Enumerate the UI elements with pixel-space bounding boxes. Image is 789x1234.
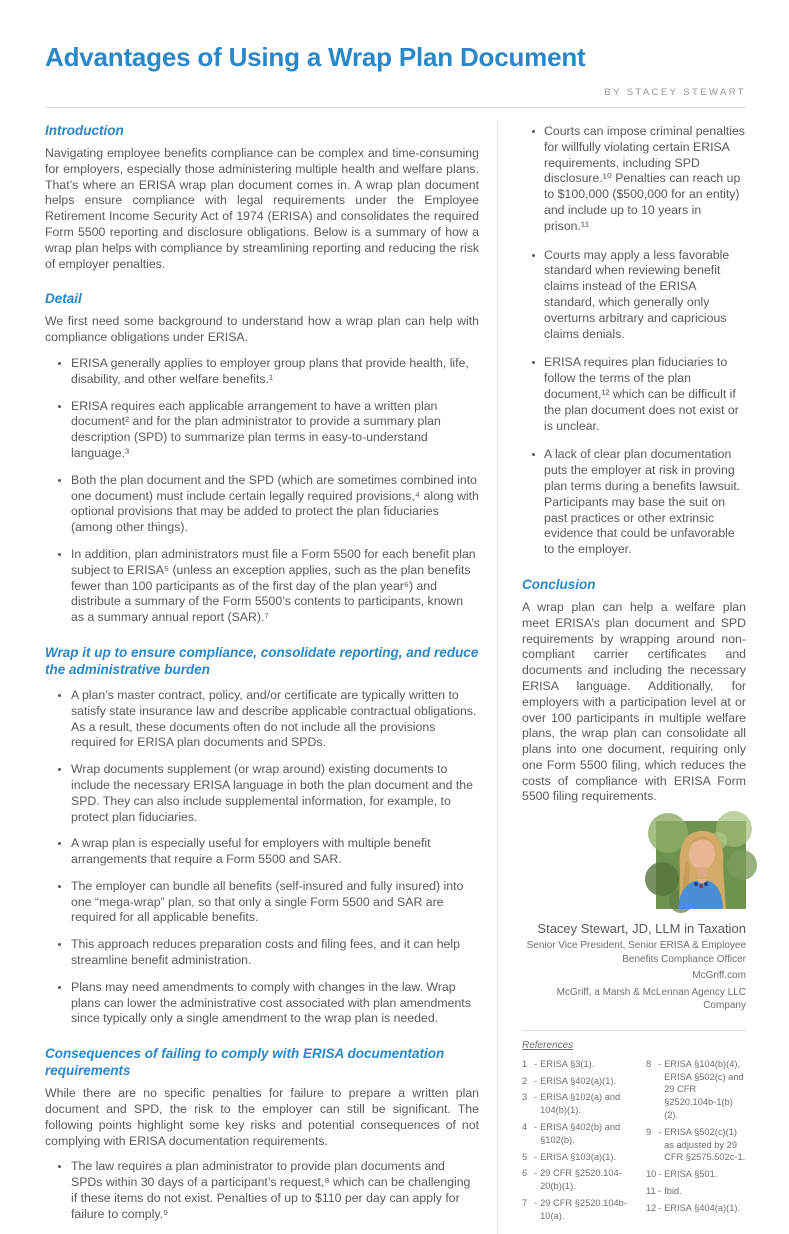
list-item: Courts can impose criminal penalties for willfully violating certain ERISA requirements, including SPD disclosure.¹⁰ Penalties can reach up to $100,000 ($500,000 for an entity) and include up to 10 years in prison.¹¹ [522, 124, 746, 235]
introduction-heading: Introduction [45, 123, 124, 138]
author-photo [656, 821, 746, 909]
conclusion-heading: Conclusion [522, 576, 596, 592]
reference-item: 3 - ERISA §102(a) and 104(b)(1). [522, 1092, 621, 1116]
reference-item: 6 - 29 CFR §2520.104-20(b)(1). [522, 1168, 622, 1192]
author-name: Stacey Stewart, JD, LLM in Taxation [537, 921, 746, 937]
list-item: Courts may apply a less favorable standard when reviewing benefit claims instead of the ERISA standard, which generally only overturns arbitrary and capricious claims denials. [522, 248, 746, 343]
document-header [45, 42, 746, 108]
author-portrait-image [656, 821, 746, 909]
author-website: McGriff.com [692, 970, 746, 982]
list-item: This approach reduces preparation costs and filing fees, and it can help streamline benefit administration. [45, 937, 479, 969]
list-item: Wrap documents supplement (or wrap around) existing documents to include the necessary ERISA language in both the plan document and the SPD. They can also include supplemental information, for example, to protect plan fiduciaries. [45, 762, 479, 825]
list-item: Plans may need amendments to comply with changes in the law. Wrap plans can lower the administrative cost associated with plan amendments since typically only a single amendment to the wrap plan is needed. [45, 980, 479, 1027]
author-title: Senior Vice President, Senior ERISA & Employee Benefits Compliance Officer [526, 940, 746, 965]
reference-item: 4 - ERISA §402(b) and §102(b). [522, 1121, 621, 1145]
list-item: A wrap plan is especially useful for employers with multiple benefit arrangements that require a Form 5500 and SAR. [45, 836, 479, 868]
detail-paragraph: We first need some background to understand how a wrap plan can help with compliance obligations under ERISA. [45, 314, 479, 345]
reference-item: 7 - 29 CFR §2520.104b-10(a). [522, 1197, 627, 1221]
article-body [45, 120, 746, 1234]
list-item: ERISA requires plan fiduciaries to follow the terms of the plan document,¹² which can be difficult if the plan document does not exist or is unclear. [522, 355, 746, 434]
references-column-2 [646, 1058, 746, 1227]
references-divider [522, 1030, 746, 1031]
wrap-bullet-list [45, 688, 479, 1027]
list-item: ERISA generally applies to employer group plans that provide health, life, disability, and other welfare benefits.¹ [45, 356, 479, 388]
reference-item: 10 - ERISA §501. [646, 1169, 718, 1180]
list-item: Both the plan document and the SPD (which are sometimes combined into one document) must include certain legally required provisions,⁴ along with optional provisions that may be added to protect the plan fiduciaries (among other things). [45, 473, 479, 536]
reference-item: 11 - Ibid. [646, 1185, 682, 1196]
page-title: Advantages of Using a Wrap Plan Document [45, 42, 586, 72]
list-item: A lack of clear plan documentation puts the employer at risk in proving plan terms during a benefits lawsuit. Participants may base the suit on past practices or other extrinsic evidence that could be unfavorable to the employer. [522, 447, 746, 558]
detail-heading: Detail [45, 291, 82, 307]
list-item: A plan’s master contract, policy, and/or certificate are typically written to satisfy state insurance law and describe applicable contractual obligations. As a result, these documents often do not include all the provisions required for ERISA plan documents and SPDs. [45, 688, 479, 751]
wrap-heading: Wrap it up to ensure compliance, consolidate reporting, and reduce the administrative burden [45, 644, 479, 677]
references-column-1 [522, 1058, 640, 1227]
introduction-paragraph: Navigating employee benefits compliance can be complex and time-consuming for employers, especially those administering multiple health and welfare plans. That’s where an ERISA wrap plan document comes in. A wrap plan document helps ensure compliance with legal requirements under the Employee Retirement Income Security Act of 1974 (ERISA) and consolidates the required Form 5500 reporting and disclosure obligations. Below is a summary of how a wrap plan helps with compliance by streamlining reporting and reducing the risk of employer penalties. [45, 146, 479, 271]
author-bio [522, 821, 746, 1031]
author-company: McGriff, a Marsh & McLennan Agency LLC Company [556, 986, 746, 1012]
reference-item: 5 - ERISA §103(a)(1). [522, 1151, 617, 1162]
byline: BY STACEY STEWART [604, 87, 746, 98]
left-column [45, 120, 498, 1234]
consequences-paragraph: While there are no specific penalties for failure to prepare a written plan document and SPD, the risk to the employer can still be significant. The following points highlight some key risks and potential consequences of not complying with ERISA documentation requirements. [45, 1086, 479, 1148]
consequences-bullet-list [45, 1159, 479, 1222]
list-item: In addition, plan administrators must file a Form 5500 for each benefit plan subject to ERISA⁵ (unless an exception applies, such as the plan benefits fewer than 100 participants as of the first day of the plan year⁶) and distribute a summary of the Form 5500’s contents to participants, known as a summary annual report (SAR).⁷ [45, 547, 479, 626]
reference-item: 2 - ERISA §402(a)(1). [522, 1075, 617, 1086]
header-divider [45, 107, 746, 108]
reference-item: 12 - ERISA §404(a)(1). [646, 1202, 741, 1213]
detail-bullet-list [45, 356, 479, 626]
list-item: ERISA requires each applicable arrangement to have a written plan document² and for the plan administrator to provide a summary plan description (SPD) to summarize plan terms in easy-to-understand language.³ [45, 399, 479, 462]
references-section [522, 1040, 746, 1227]
reference-item: 9 - ERISA §502(c)(1) as adjusted by 29 CFR §2575.502c-1. [646, 1126, 746, 1163]
references-heading: References [522, 1039, 574, 1051]
conclusion-paragraph: A wrap plan can help a welfare plan meet ERISA’s plan document and SPD requirements by wrapping around non-compliant carrier certificates and documents and including the necessary ERISA language. Additionally, for employers with a participation level at or over 100 participants in multiple welfare plans, the wrap plan can consolidate all plans into one document, requiring only one Form 5500 filing, which reduces the costs of compliance with ERISA Form 5500 filing requirements. [522, 599, 746, 804]
right-column [498, 120, 746, 1234]
reference-item: 1 - ERISA §3(1). [522, 1058, 595, 1069]
list-item: The law requires a plan administrator to provide plan documents and SPDs within 30 days of a participant’s request,⁸ which can be challenging if these items do not exist. Penalties of up to $110 per day can apply for failure to comply.⁹ [45, 1159, 479, 1222]
risks-bullet-list [522, 124, 746, 558]
consequences-heading: Consequences of failing to comply with ERISA documentation requirements [45, 1046, 445, 1079]
list-item: The employer can bundle all benefits (self-insured and fully insured) into one “mega-wrap” plan, so that only a single Form 5500 and SAR are required for all applicable benefits. [45, 879, 479, 926]
reference-item: 8 - ERISA §104(b)(4), ERISA §502(c) and 29 CFR §2520.104b-1(b)(2). [646, 1058, 744, 1120]
